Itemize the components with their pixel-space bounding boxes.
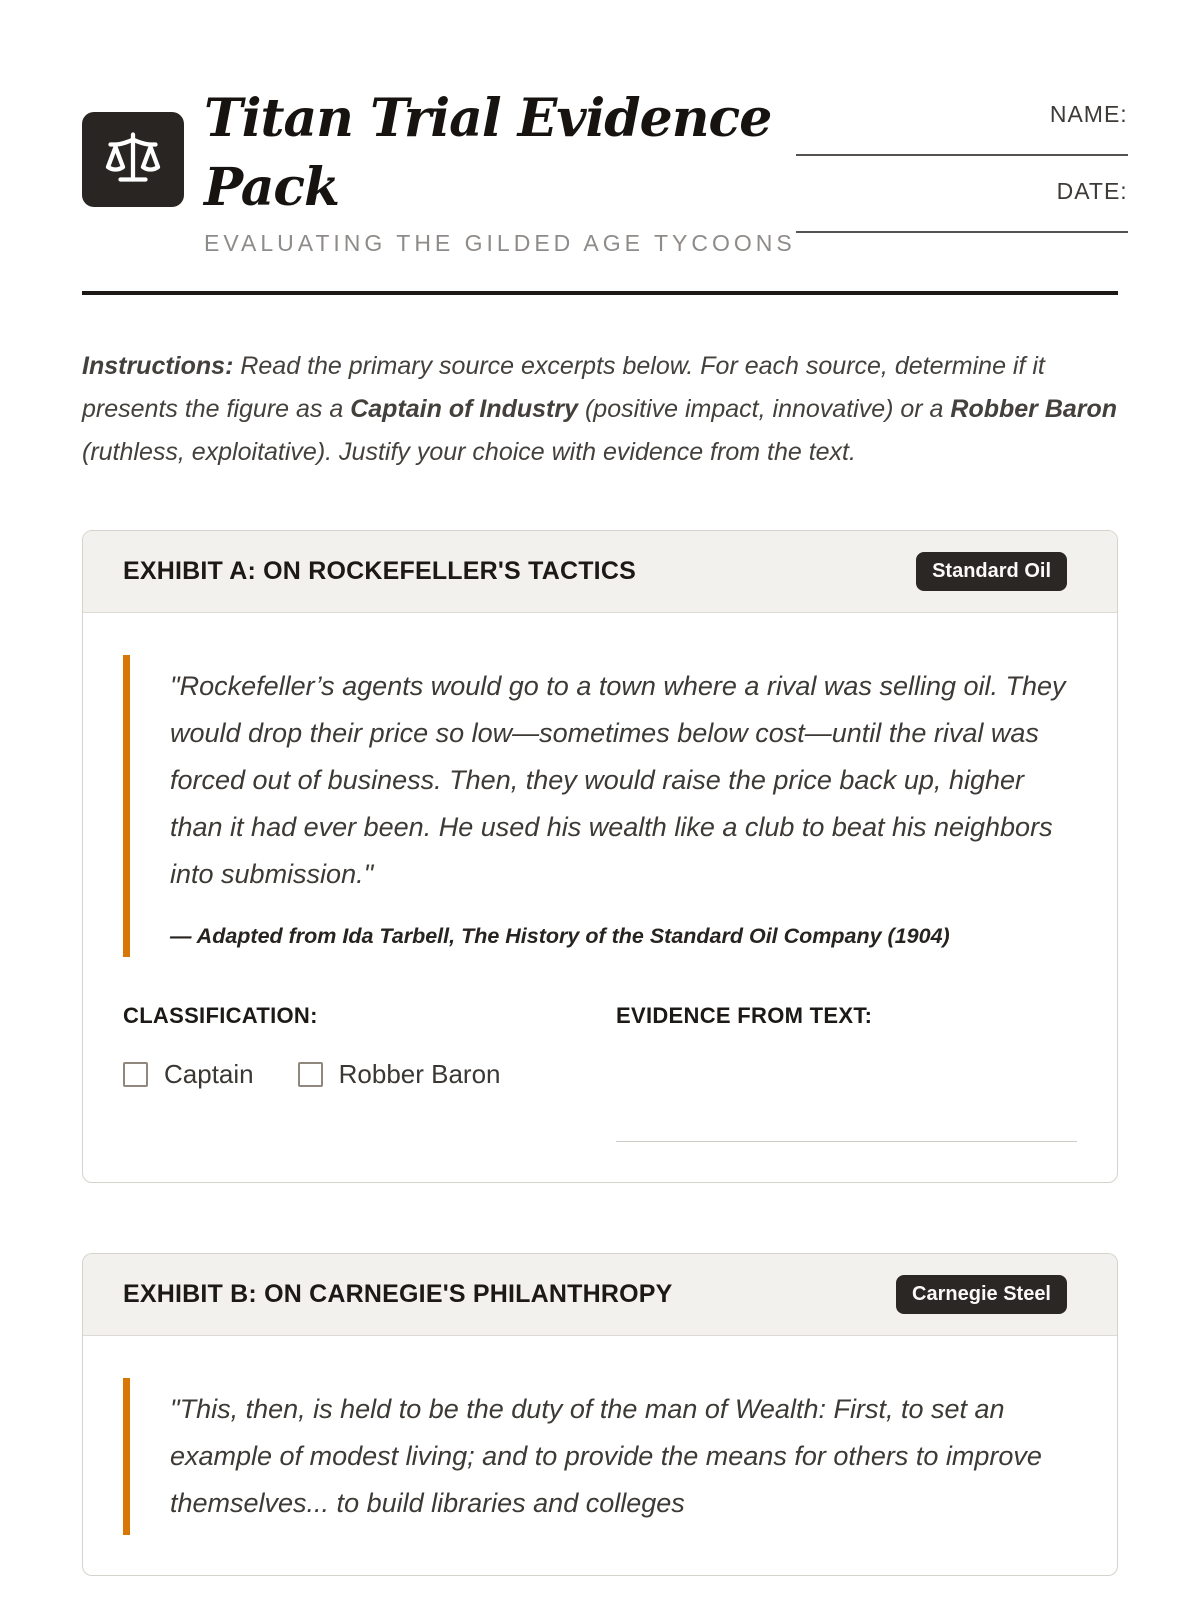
exhibit-a-title: EXHIBIT A: ON ROCKEFELLER'S TACTICS [123,557,636,586]
robber-baron-checkbox-box[interactable] [298,1062,323,1087]
exhibit-b-quote: "This, then, is held to be the duty of the man of Wealth: First, to set an example of modest living; and to provide the means for others to improve themselves... to build libraries and colleges [170,1394,1042,1519]
exhibit-a-body [83,613,1117,1182]
evidence-column [616,1003,1077,1142]
page-title: Titan Trial Evidence Pack [204,88,772,218]
captain-checkbox-box[interactable] [123,1062,148,1087]
instructions-lead: Instructions: [82,352,234,381]
date-write-line[interactable] [796,231,1128,233]
exhibit-a-card [82,530,1118,1183]
instructions-paragraph [82,345,1118,474]
exhibit-b-blockquote [123,1378,1077,1535]
exhibit-b-body [83,1336,1117,1575]
exhibit-a-work-row [123,1003,1077,1142]
exhibit-a-quote: "Rockefeller’s agents would go to a town where a rival was selling oil. They would drop their price so low—sometimes below cost—until the rival was forced out of business. Then, they would raise the price back up, higher than it had ever been. He used his wealth like a club to beat his neighbors into submission." [170,671,1066,890]
exhibit-b-header [83,1254,1117,1336]
exhibit-a-header [83,531,1117,613]
evidence-label: EVIDENCE FROM TEXT: [616,1003,873,1029]
robber-baron-checkbox-label: Robber Baron [338,1059,501,1090]
header-divider [82,291,1118,295]
date-label: DATE: [1056,178,1128,204]
scales-of-justice-icon [103,127,163,192]
name-field [796,101,1128,156]
captain-checkbox-label: Captain [164,1059,254,1090]
classification-column [123,1003,616,1142]
classification-label: CLASSIFICATION: [123,1003,318,1029]
instructions-captain-term: Captain of Industry [350,395,579,424]
page-subtitle: EVALUATING THE GILDED AGE TYCOONS [204,230,796,257]
exhibit-b-title: EXHIBIT B: ON CARNEGIE'S PHILANTHROPY [123,1280,673,1309]
logo [82,112,184,207]
name-date-block [796,101,1128,233]
name-write-line[interactable] [796,154,1128,156]
evidence-write-line[interactable] [616,1141,1077,1142]
instructions-robber-term: Robber Baron [950,395,1118,424]
exhibit-a-blockquote [123,655,1077,957]
date-field [796,178,1128,233]
exhibit-a-attribution: — Adapted from Ida Tarbell, The History of the Standard Oil Company (1904) [170,924,950,949]
title-block [204,85,796,257]
classification-options [123,1059,616,1090]
exhibit-b-card [82,1253,1118,1576]
instructions-seg1: Read the primary source excerpts below. For each source, determine if it presents the figure as a [82,352,1045,424]
exhibit-b-badge: Carnegie Steel [896,1275,1067,1314]
exhibit-a-badge: Standard Oil [916,552,1067,591]
instructions-seg2: (positive impact, innovative) or a [578,395,951,424]
name-label: NAME: [1049,101,1128,127]
captain-checkbox[interactable] [123,1059,254,1090]
masthead [82,85,1128,257]
instructions-seg3: (ruthless, exploitative). Justify your choice with evidence from the text. [82,438,856,467]
robber-baron-checkbox[interactable] [298,1059,501,1090]
